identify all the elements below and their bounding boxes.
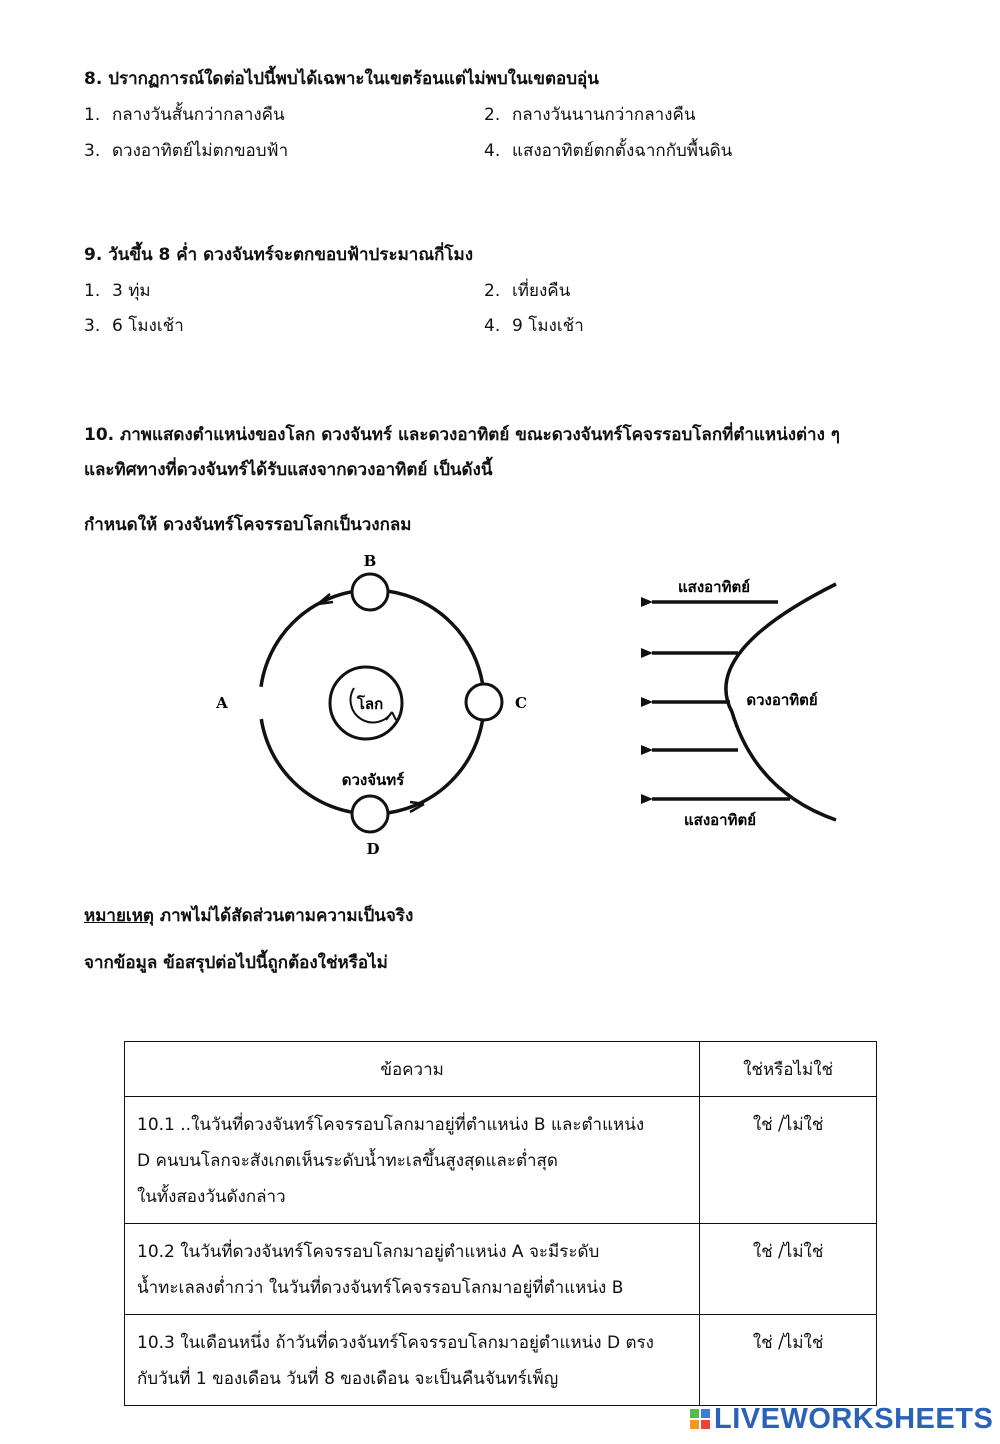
table-instruction: จากข้อมูล ข้อสรุปต่อไปนี้ถูกต้องใช่หรือไม่: [84, 953, 388, 973]
option-text: เที่ยงคืน: [512, 281, 571, 301]
moon-label: ดวงจันทร์: [341, 771, 405, 789]
question-8-option-4[interactable]: [484, 137, 732, 164]
table-row: [125, 1224, 877, 1315]
statement-line: กับวันที่ 1 ของเดือน วันที่ 8 ของเดือน จะเป็นคืนจันทร์เพ็ญ: [137, 1369, 559, 1389]
option-text: 6 โมงเช้า: [112, 316, 184, 336]
statement-line: ในทั้งสองวันดังกล่าว: [137, 1187, 286, 1207]
statement-line: 10.2 ในวันที่ดวงจันทร์โคจรรอบโลกมาอยู่ตำแหน่ง A จะมีระดับ: [137, 1242, 600, 1262]
earth-label: โลก: [356, 695, 384, 713]
note-label: หมายเหตุ: [84, 906, 154, 926]
option-text: 9 โมงเช้า: [512, 316, 584, 336]
logo-mark-icon: [690, 1409, 710, 1429]
logo-square: [701, 1420, 710, 1429]
moon-position-b: [352, 574, 388, 610]
statement-line: D คนบนโลกจะสังเกตเห็นระดับน้ำทะเลขึ้นสูงสุดและต่ำสุด: [137, 1151, 558, 1171]
logo-square: [690, 1409, 699, 1418]
moon-position-a: [242, 687, 274, 719]
answer-choice[interactable]: ใช่ /ไม่ใช่: [700, 1315, 877, 1406]
option-text: 3 ทุ่ม: [112, 281, 151, 301]
sun-label: ดวงอาทิตย์: [746, 691, 818, 709]
diagram-note: [84, 902, 413, 929]
logo-text: LIVEWORKSHEETS: [714, 1402, 994, 1435]
statement-line: 10.1 ..ในวันที่ดวงจันทร์โคจรรอบโลกมาอยู่ที่ตำแหน่ง B และตำแหน่ง: [137, 1115, 645, 1135]
moon-position-d: [352, 796, 388, 832]
statement-line: น้ำทะเลลงต่ำกว่า ในวันที่ดวงจันทร์โคจรรอบโลกมาอยู่ที่ตำแหน่ง B: [137, 1278, 624, 1298]
question-10-given: กำหนดให้ ดวงจันทร์โคจรรอบโลกเป็นวงกลม: [84, 515, 412, 535]
option-number: 1.: [84, 105, 101, 125]
option-number: 2.: [484, 105, 501, 125]
logo-square: [701, 1409, 710, 1418]
label-b: B: [363, 552, 377, 570]
table-row: [125, 1315, 877, 1406]
label-c: C: [515, 694, 527, 712]
answer-choice[interactable]: ใช่ /ไม่ใช่: [700, 1097, 877, 1224]
option-text: ดวงอาทิตย์ไม่ตกขอบฟ้า: [112, 141, 289, 161]
table-row: [125, 1097, 877, 1224]
question-9-option-3[interactable]: [84, 312, 184, 339]
question-9-option-4[interactable]: [484, 312, 584, 339]
header-answer: ใช่หรือไม่ใช่: [700, 1042, 877, 1097]
liveworksheets-logo[interactable]: [690, 1402, 993, 1436]
option-number: 2.: [484, 281, 501, 301]
moon-position-c: [466, 684, 502, 720]
question-8-option-1[interactable]: [84, 101, 285, 128]
option-number: 3.: [84, 316, 101, 336]
question-9-option-2[interactable]: [484, 277, 570, 304]
option-text: แสงอาทิตย์ตกตั้งฉากกับพื้นดิน: [512, 141, 733, 161]
answer-choice[interactable]: ใช่ /ไม่ใช่: [700, 1224, 877, 1315]
header-statement: ข้อความ: [125, 1042, 700, 1097]
statement-cell: [125, 1097, 700, 1224]
sunlight-label-top: แสงอาทิตย์: [678, 578, 750, 596]
question-8-option-2[interactable]: [484, 101, 695, 128]
option-number: 4.: [484, 316, 501, 336]
question-10-title-line-1: 10. ภาพแสดงตำแหน่งของโลก ดวงจันทร์ และดวงอาทิตย์ ขณะดวงจันทร์โคจรรอบโลกที่ตำแหน่งต่าง ๆ: [84, 425, 840, 445]
statement-table: [124, 1041, 877, 1406]
logo-square: [690, 1420, 699, 1429]
statement-cell: [125, 1315, 700, 1406]
note-text: ภาพไม่ได้สัดส่วนตามความเป็นจริง: [153, 906, 414, 926]
option-text: กลางวันนานกว่ากลางคืน: [512, 105, 696, 125]
question-8-option-3[interactable]: [84, 137, 288, 164]
moon-orbit-diagram: [0, 540, 1000, 870]
question-9-title: 9. วันขึ้น 8 ค่ำ ดวงจันทร์จะตกขอบฟ้าประมาณกี่โมง: [84, 245, 474, 265]
statement-line: 10.3 ในเดือนหนึ่ง ถ้าวันที่ดวงจันทร์โคจรรอบโลกมาอยู่ตำแหน่ง D ตรง: [137, 1333, 654, 1353]
option-number: 3.: [84, 141, 101, 161]
label-d: D: [366, 840, 380, 858]
statement-cell: [125, 1224, 700, 1315]
label-a: A: [216, 694, 228, 712]
question-10-title-line-2: และทิศทางที่ดวงจันทร์ได้รับแสงจากดวงอาทิตย์ เป็นดังนี้: [84, 460, 493, 480]
option-number: 1.: [84, 281, 101, 301]
question-8-title: 8. ปรากฏการณ์ใดต่อไปนี้พบได้เฉพาะในเขตร้อนแต่ไม่พบในเขตอบอุ่น: [84, 69, 599, 89]
question-9-option-1[interactable]: [84, 277, 151, 304]
sunlight-label-bottom: แสงอาทิตย์: [684, 811, 756, 829]
option-number: 4.: [484, 141, 501, 161]
table-header-row: [125, 1042, 877, 1097]
option-text: กลางวันสั้นกว่ากลางคืน: [112, 105, 285, 125]
